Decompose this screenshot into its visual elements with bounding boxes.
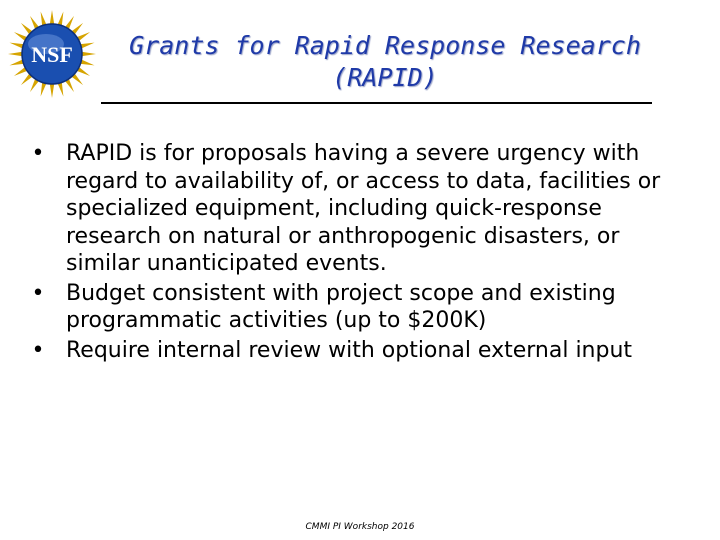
bullet-dot-icon: • — [31, 280, 45, 306]
bullet-list — [28, 140, 688, 366]
bullet-text: Require internal review with optional external input — [66, 337, 633, 363]
bullet-text: RAPID is for proposals having a severe urgency with regard to availability of, or access to data, facilities or specialized equipment, including quick-response research on natural or anthropogenic disasters, or similar unanticipated events. — [66, 141, 661, 276]
slide-footer: CMMI PI Workshop 2016 — [305, 522, 415, 532]
bullet-dot-icon: • — [31, 337, 45, 363]
bullet-item — [28, 337, 688, 365]
bullet-item — [28, 140, 688, 278]
nsf-seal-icon — [6, 8, 98, 100]
nsf-logo-text: NSF — [31, 42, 73, 67]
bullet-dot-icon: • — [31, 141, 45, 166]
title-underline — [101, 102, 652, 104]
bullet-text: Budget consistent with project scope and existing programmatic activities (up to $200K) — [66, 280, 616, 333]
bullet-item — [28, 280, 688, 335]
slide-title — [100, 30, 670, 94]
nsf-logo — [6, 8, 98, 100]
title-line-2: (RAPID) — [332, 63, 438, 92]
title-line-1: Grants for Rapid Response Research — [129, 31, 641, 60]
